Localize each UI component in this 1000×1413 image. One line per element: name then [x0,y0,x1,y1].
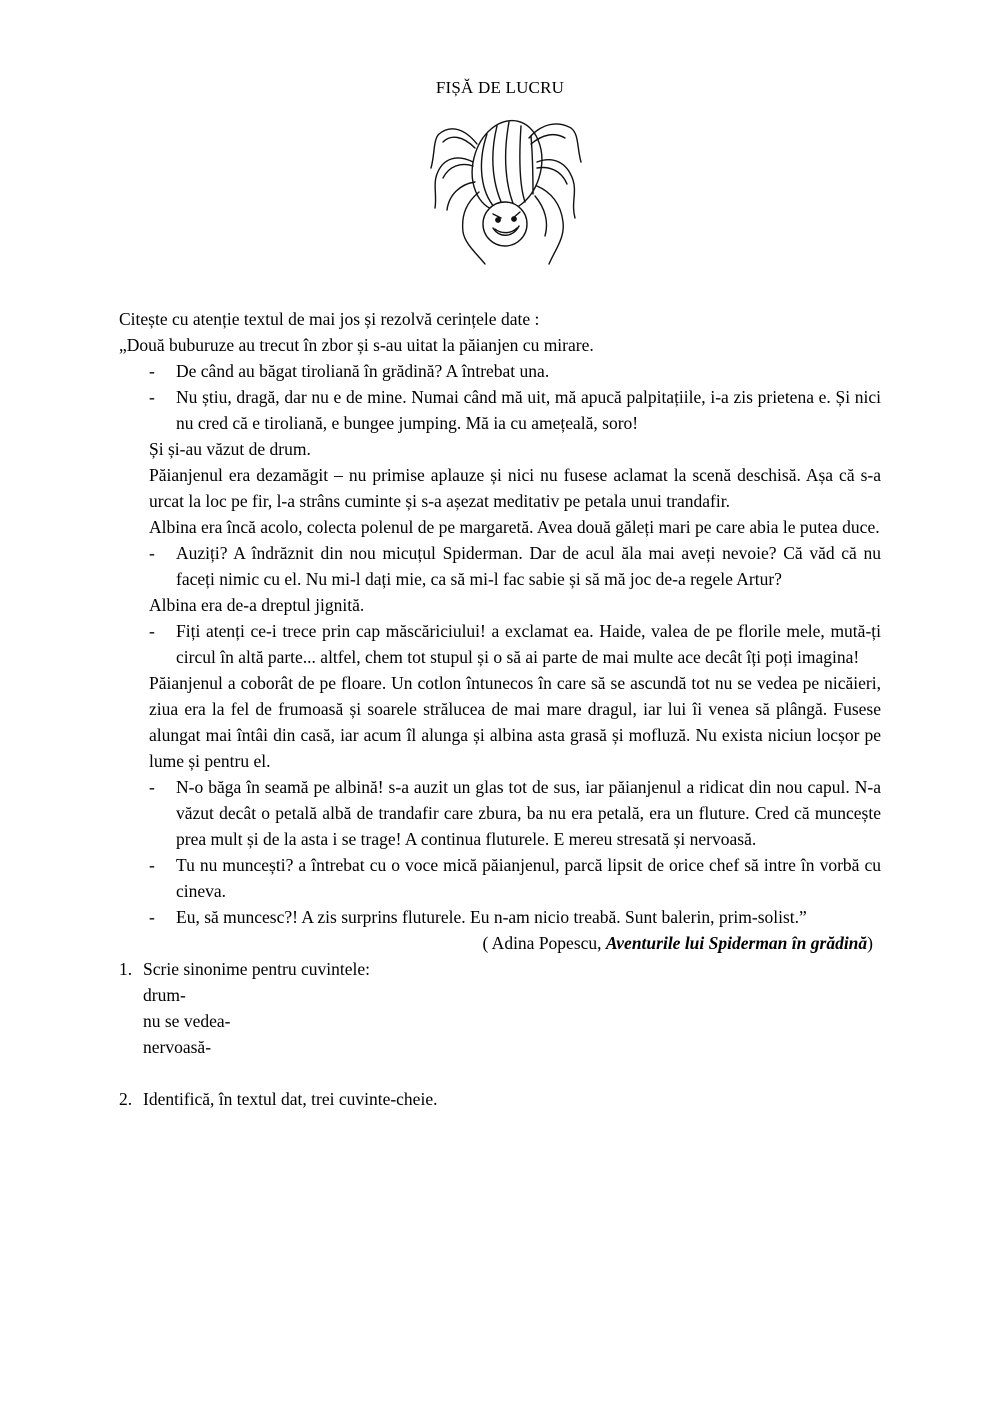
cartoon-spider-icon [425,104,585,274]
question-text: Identifică, în textul dat, trei cuvinte-cheie. [143,1089,438,1109]
story-paragraph: Păianjenul era dezamăgit – nu primise aplauze și nici nu fusese aclamat la scenă deschisă. Așa că s-a urcat la loc pe fir, l-a strâns cuminte și s-a așezat meditativ pe petala unui trandafir. [149,465,881,511]
dialogue-line: - Eu, să muncesc?! A zis surprins fluturele. Eu n-am nicio treabă. Sunt balerin, prim-solist.” [119,904,881,930]
synonym-item: nervoasă- [143,1037,212,1057]
question-2 [119,1086,881,1112]
worksheet-text [119,306,881,1112]
story-paragraph: Albina era încă acolo, colecta polenul de pe margaretă. Avea două găleți mari pe care abia le putea duce. [149,517,880,537]
dialogue-line: - Auziți? A îndrăznit din nou micuțul Spiderman. Dar de acul ăla mai aveți nevoie? Că văd că nu faceți nimic cu el. Nu mi-l dați mie, ca să mi-l fac sabie și să mă joc de-a regele Artur? [119,540,881,592]
instructions: Citește cu atenție textul de mai jos și rezolvă cerințele date : [119,309,540,329]
question-number: 1. [119,959,133,979]
story-paragraph: Și și-au văzut de drum. [149,439,311,459]
attribution [119,930,881,956]
dialogue-line: - Fiți atenți ce-i trece prin cap măscăriciului! a exclamat ea. Haide, valea de pe florile mele, mută-ți circul în altă parte... altfel, chem tot stupul și o să ai parte de mai multe ace decât îți poți imagina! [119,618,881,670]
dialogue-line: - Nu știu, dragă, dar nu e de mine. Numai când mă uit, mă apucă palpitațiile, i-a zis prietena e. Și nici nu cred că e tiroliană, e bungee jumping. Mă ia cu amețeală, soro! [119,384,881,436]
question-1 [119,956,881,982]
question-text: Scrie sinonime pentru cuvintele: [143,959,370,979]
story-paragraph: Albina era de-a dreptul jignită. [149,595,365,615]
dialogue-line: - De când au băgat tiroliană în grădină? A întrebat una. [119,358,881,384]
synonym-item: drum- [143,985,186,1005]
page-title: FIȘĂ DE LUCRU [435,78,565,97]
story-paragraph: „Două buburuze au trecut în zbor și s-au uitat la păianjen cu mirare. [119,335,594,355]
attribution-close: ) [867,933,873,953]
dialogue-line: - Tu nu muncești? a întrebat cu o voce mică păianjenul, parcă lipsit de orice chef să intre în vorbă cu cineva. [119,852,881,904]
story-paragraph: Păianjenul a coborât de pe floare. Un cotlon întunecos în care să se ascundă tot nu se vedea pe nicăieri, ziua era la fel de frumoasă și soarele strălucea de mai mare dragul, iar lui îi venea să plângă. Fusese alungat mai întâi din casă, iar acum îl alunga și albina asta grasă și mofluză. Nu exista niciun locșor pe lume și pentru el. [149,673,881,771]
dialogue-line: - N-o băga în seamă pe albină! s-a auzit un glas tot de sus, iar păianjenul a ridicat din nou capul. N-a văzut decât o petală albă de trandafir care zbura, ba nu era petală, era un fluture. Cred că muncește prea mult și de la asta i se trage! A continua fluturele. E mereu stresată și nervoasă. [119,774,881,852]
book-title: Aventurile lui Spiderman în grădină [605,933,868,953]
question-number: 2. [119,1089,133,1109]
attribution-open: ( Adina Popescu, [482,933,606,953]
question-1-items [119,982,881,1060]
synonym-item: nu se vedea- [143,1011,231,1031]
spacer [119,1060,881,1086]
